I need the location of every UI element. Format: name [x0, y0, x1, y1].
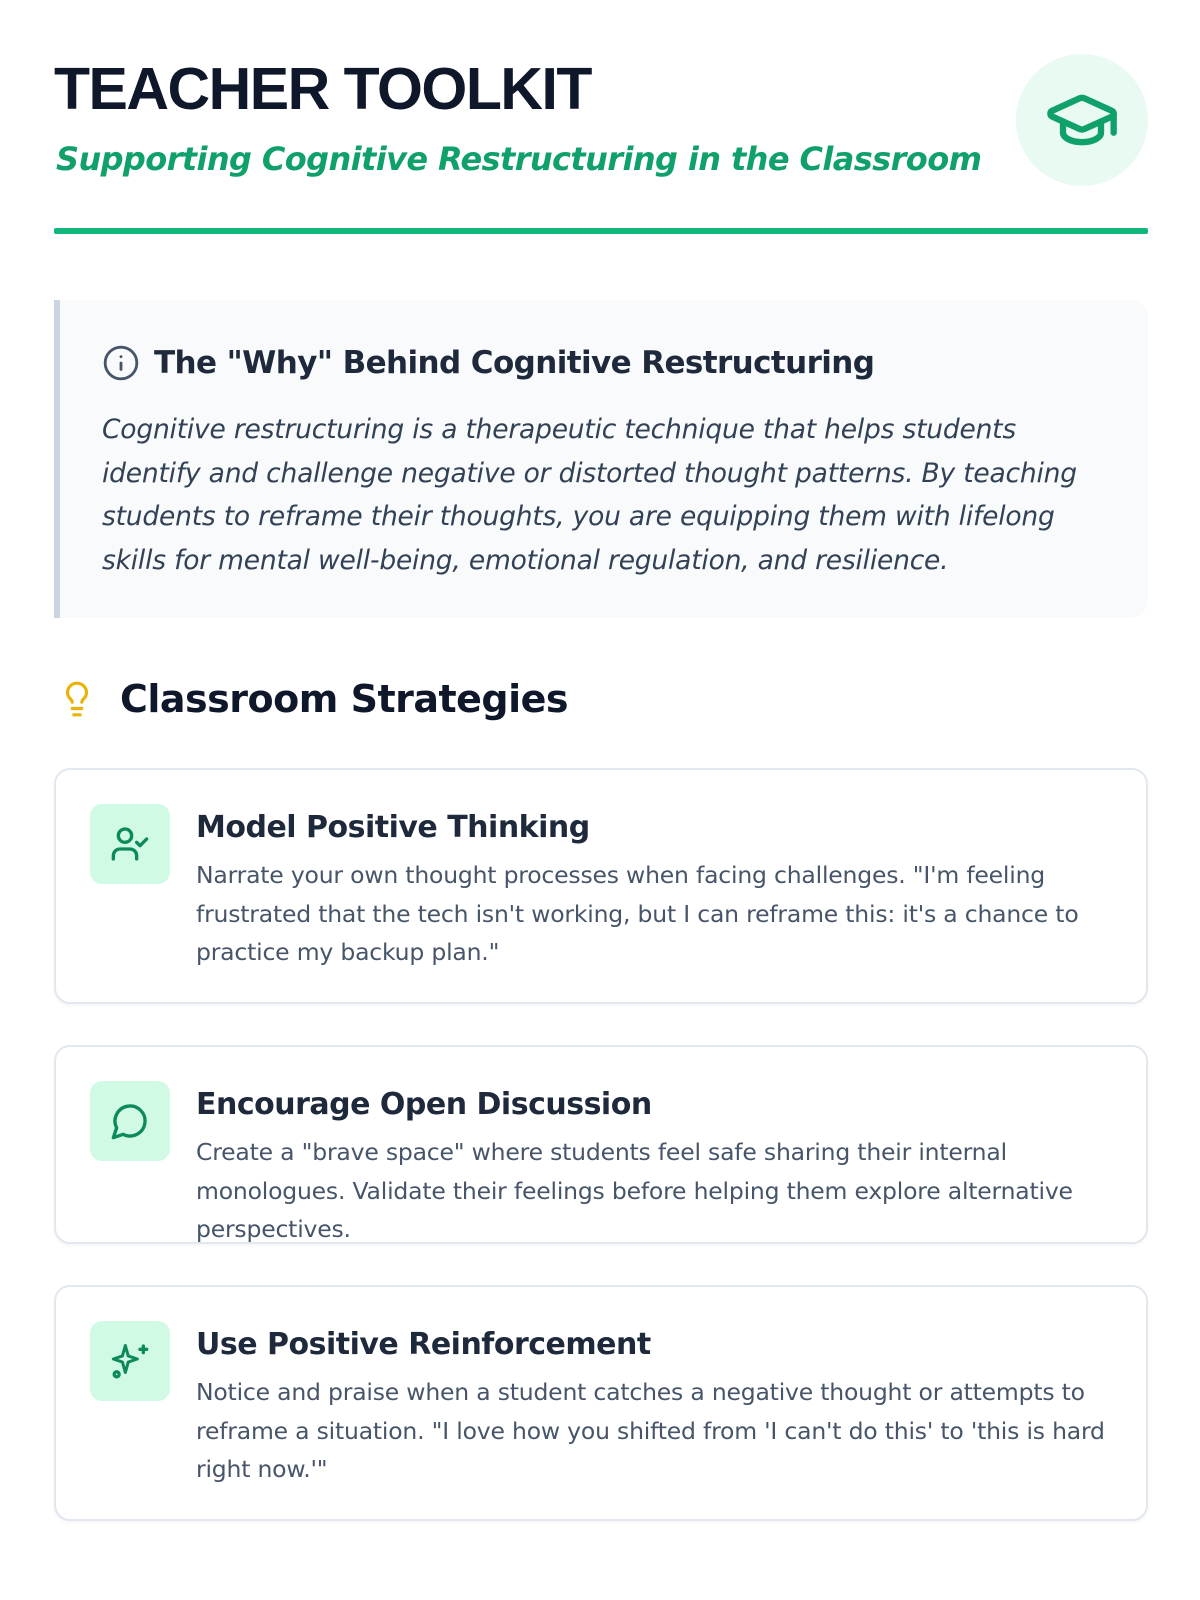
strategy-title: Model Positive Thinking	[196, 810, 590, 845]
page-subtitle: Supporting Cognitive Restructuring in the Classroom	[56, 140, 982, 178]
strategy-title: Encourage Open Discussion	[196, 1087, 652, 1122]
header-divider	[54, 228, 1148, 234]
why-heading	[102, 344, 874, 382]
user-check-icon	[110, 824, 150, 864]
page-title: TEACHER TOOLKIT	[54, 56, 591, 122]
strategy-card	[54, 768, 1148, 1004]
lightbulb-icon	[58, 676, 96, 722]
strategy-text: Notice and praise when a student catches a negative thought or attempts to reframe a situation. "I love how you shifted from 'I can't do this' to 'this is hard right now.'"	[196, 1378, 1105, 1483]
strategy-text: Create a "brave space" where students feel safe sharing their internal monologues. Validate their feelings before helping them explore alternative perspectives.	[196, 1138, 1073, 1243]
strategy-title: Use Positive Reinforcement	[196, 1327, 651, 1362]
strategies-heading	[58, 676, 568, 722]
strategies-title: Classroom Strategies	[120, 677, 569, 721]
message-circle-icon	[110, 1101, 150, 1141]
header	[54, 52, 1148, 232]
why-title: The "Why" Behind Cognitive Restructuring	[154, 345, 875, 381]
logo-badge	[1016, 54, 1148, 186]
strategy-card	[54, 1285, 1148, 1521]
strategy-icon-box	[90, 804, 170, 884]
strategy-text: Narrate your own thought processes when facing challenges. "I'm feeling frustrated that the tech isn't working, but I can reframe this: it's a chance to practice my backup plan."	[196, 861, 1079, 966]
sparkles-icon	[110, 1341, 150, 1381]
strategy-icon-box	[90, 1321, 170, 1401]
info-icon	[102, 344, 140, 382]
graduation-cap-icon	[1044, 82, 1120, 158]
strategy-icon-box	[90, 1081, 170, 1161]
why-text: Cognitive restructuring is a therapeutic technique that helps students identify and challenge negative or distorted thought patterns. By teaching students to reframe their thoughts, you are equipping them with lifelong skills for mental well-being, emotional regulation, and resilience.	[102, 414, 1077, 576]
strategy-card	[54, 1045, 1148, 1244]
why-callout	[54, 300, 1148, 618]
